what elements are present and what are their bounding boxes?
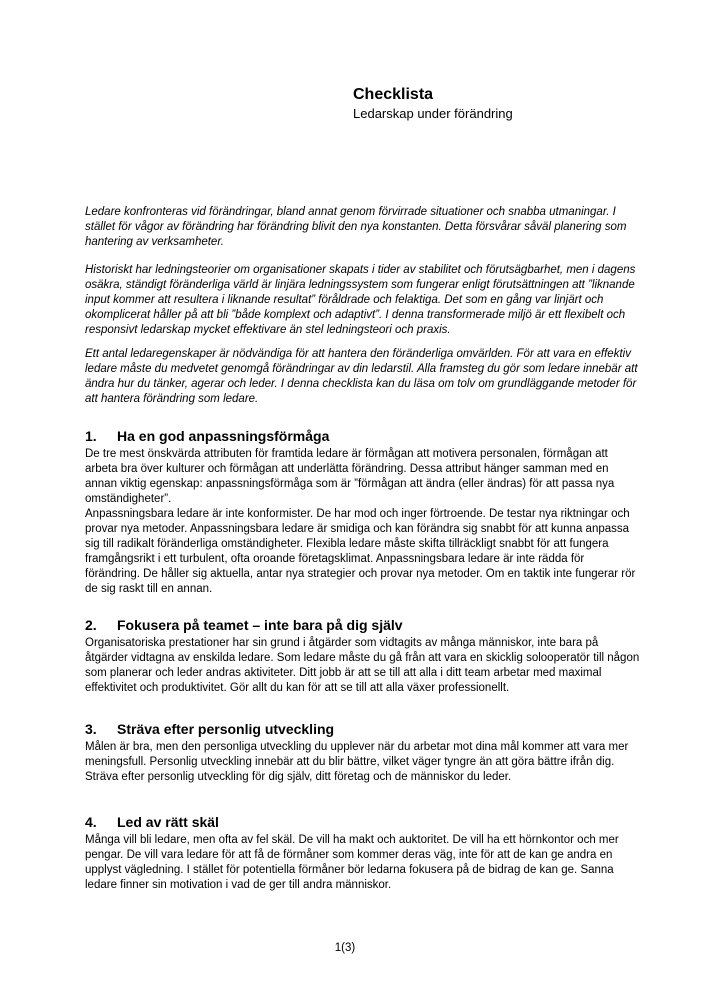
section-paragraph: Målen är bra, men den personliga utveckling du upplever när du arbetar mot dina mål kommer att vara mer meningsfull. Personlig utveckling innebär att du blir bättre, vilket väger tyngre än att göra bättre ifrån dig. Sträva efter personlig utveckling för dig själv, ditt företag och de människor du leder.: [85, 741, 629, 783]
section-4: [85, 813, 642, 893]
intro-block: [85, 205, 642, 407]
section-number: 4.: [85, 814, 97, 830]
section-heading: [85, 813, 642, 831]
section-2: [85, 616, 642, 696]
title-block: [353, 85, 513, 122]
section-heading-text: Sträva efter personlig utveckling: [117, 721, 335, 737]
page-number: 1(3): [334, 942, 356, 954]
section-heading-text: Fokusera på teamet – inte bara på dig själv: [117, 617, 403, 633]
section-paragraph: Organisatoriska prestationer har sin grund i åtgärder som vidtagits av många människor, inte bara på åtgärder vidtagna av enskilda ledare. Som ledare måste du gå från att vara en skicklig solooperatör till någon som planerar och leder andras aktiviteter. Ditt jobb är att se till att alla i ditt team arbetar med maximal effektivitet och produktivitet. Gör allt du kan för att se till att alla växer professionellt.: [85, 637, 640, 694]
section-heading: [85, 616, 642, 634]
section-1: [85, 427, 642, 597]
intro-paragraph: Historiskt har ledningsteorier om organisationer skapats i tider av stabilitet och förutsägbarhet, men i dagens osäkra, ständigt föränderliga värld är linjära ledningssystem som fungerar enligt förutsättningen att ”liknande input kommer att resultera i liknande resultat” föråldrade och felaktiga. Det som en gång var linjärt och okomplicerat håller på att bli ”både komplext och adaptivt”. I denna transformerade miljö är ett flexibelt och responsivt ledarskap mycket effektivare än stel ledningsteori och praxis.: [85, 264, 636, 336]
section-3: [85, 720, 642, 785]
section-number: 1.: [85, 428, 97, 444]
section-number: 2.: [85, 617, 97, 633]
section-heading: [85, 720, 642, 738]
section-number: 3.: [85, 721, 97, 737]
section-heading-text: Ha en god anpassningsförmåga: [117, 428, 330, 444]
section-paragraph: De tre mest önskvärda attributen för framtida ledare är förmågan att motivera personalen, förmågan att arbeta bra över kulturer och förmågan att underlätta förändring. Dessa attribut hänger samman med en annan viktig egenskap: anpassningsförmåga som är ”förmågan att ändra (eller ändras) för att passa nya omständigheter”.: [85, 448, 615, 505]
section-heading-text: Led av rätt skäl: [117, 814, 219, 830]
document-subtitle: Ledarskap under förändring: [353, 106, 513, 121]
intro-paragraph: Ledare konfronteras vid förändringar, bland annat genom förvirrade situationer och snabba utmaningar. I stället för vågor av förändring har förändring blivit den nya konstanten. Detta försvårar såväl planering som hantering av verksamheter.: [85, 206, 627, 248]
section-heading: [85, 427, 642, 445]
section-paragraph: Många vill bli ledare, men ofta av fel skäl. De vill ha makt och auktoritet. De vill ha ett hörnkontor och mer pengar. De vill vara ledare för att få de förmåner som kommer deras väg, inte för att de kan ge andra en upplyst vägledning. I stället för potentiella förmåner bör ledarna fokusera på de bidrag de kan ge. Sanna ledare finner sin motivation i vad de ger till andra människor.: [85, 834, 619, 891]
intro-paragraph: Ett antal ledaregenskaper är nödvändiga för att hantera den föränderliga omvärlden. För att vara en effektiv ledare måste du medvetet genomgå förändringar av din ledarstil. Alla framsteg du gör som ledare innebär att ändra hur du tänker, agerar och leder. I denna checklista kan du läsa om tolv om grundläggande metoder för att hantera förändring som ledare.: [85, 348, 638, 405]
section-paragraph: Anpassningsbara ledare är inte konformister. De har mod och inger förtroende. De testar nya riktningar och provar nya metoder. Anpassningsbara ledare är smidiga och kan förändra sig snabbt för att kunna anpassa sig till radikalt föränderliga omständigheter. Flexibla ledare måste skifta tillräckligt snabbt för att fungera framgångsrikt i ett turbulent, ofta oroande företagsklimat. Anpassningsbara ledare är inte rädda för förändring. De håller sig aktuella, antar nya strategier och provar nya metoder. Om en taktik inte fungerar rör de sig raskt till en annan.: [85, 508, 636, 595]
document-body: [85, 205, 642, 893]
document-title: Checklista: [353, 86, 434, 103]
